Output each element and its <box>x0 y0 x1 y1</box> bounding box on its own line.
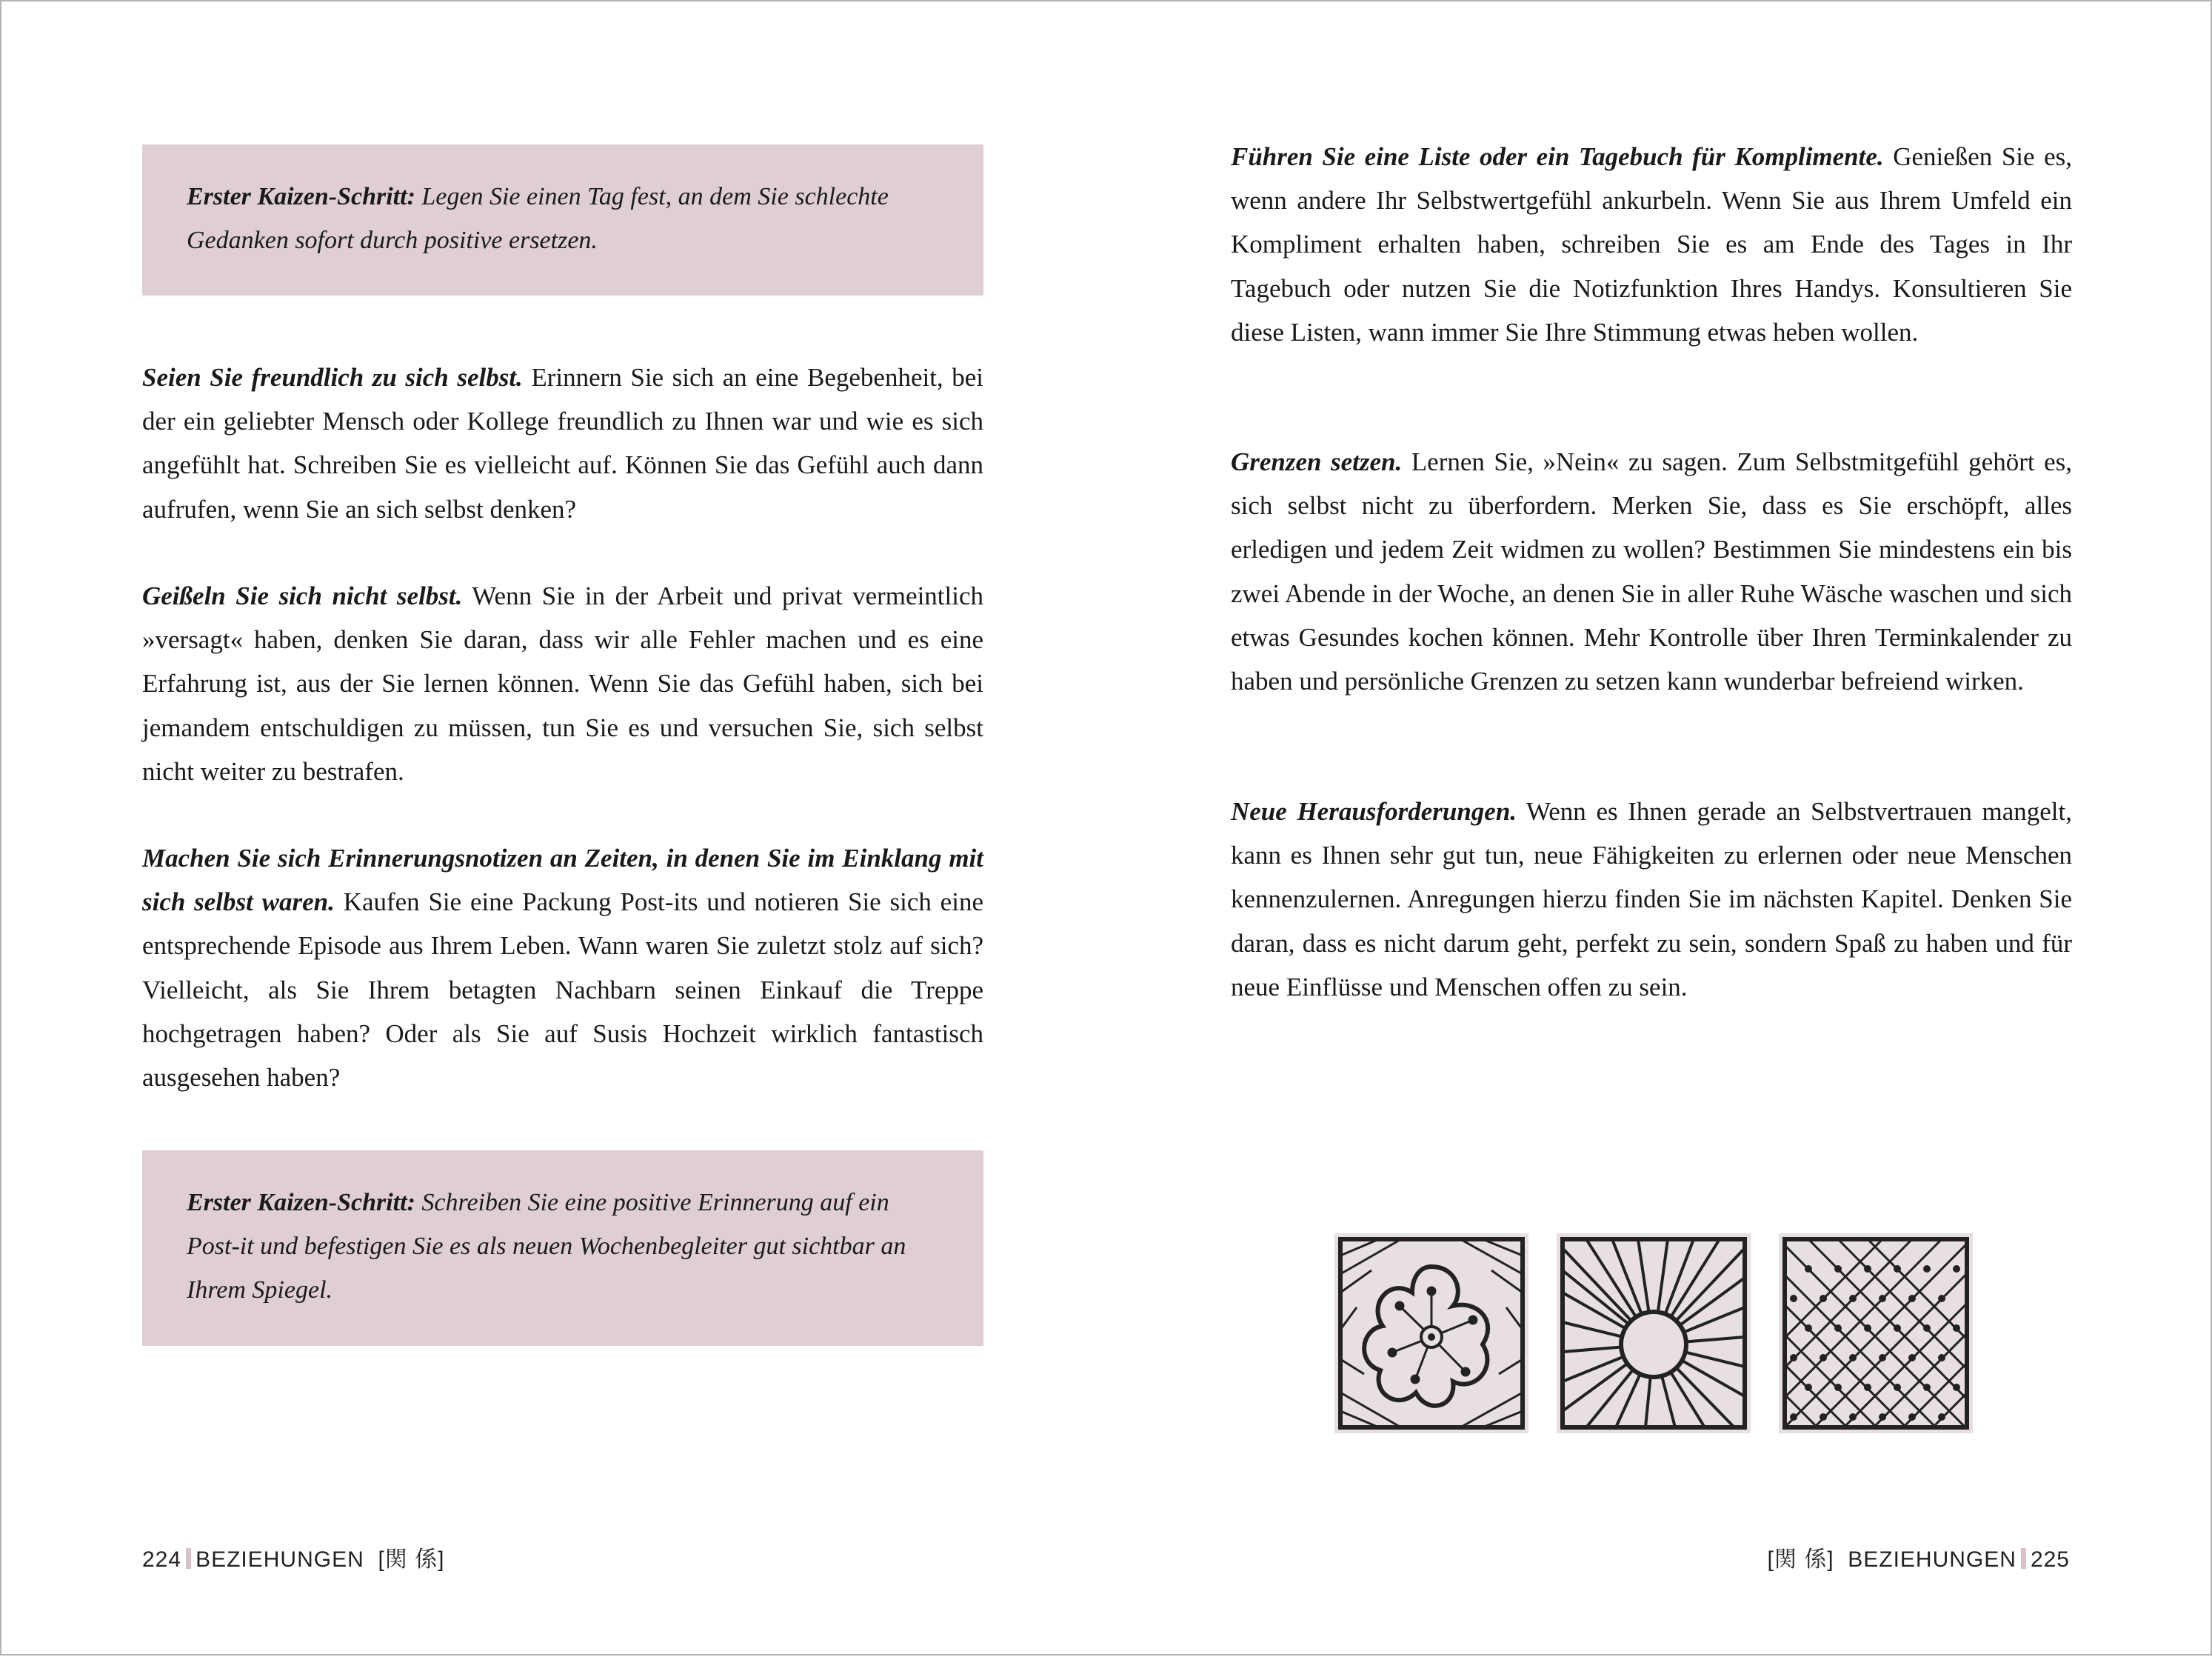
kaizen-text: Legen Sie einen Tag fest, an dem Sie schlechte Gedanken sofort durch positive ersetzen. <box>187 183 889 255</box>
paragraph-heading: Grenzen setzen. <box>1231 447 1403 476</box>
paragraph-heading: Führen Sie eine Liste oder ein Tagebuch für Komplimente. <box>1231 142 1884 171</box>
flower-tile-icon <box>1334 1233 1528 1433</box>
paragraph-freundlich <box>142 356 983 531</box>
sunburst-tile-icon <box>1557 1233 1751 1433</box>
kaizen-box-1 <box>142 144 983 296</box>
section-title: BEZIEHUNGEN <box>196 1547 364 1572</box>
paragraph-text: Lernen Sie, »Nein« zu sagen. Zum Selbstmitgefühl gehört es, sich selbst nicht zu überfordern. Merken Sie, dass es Sie erschöpft, alles erledigen und jedem Zeit widmen zu wollen? Bestimmen Sie mindestens ein bis zwei Abende in der Woche, an denen Sie in aller Ruhe Wäsche waschen und sich etwas Gesundes kochen können. Mehr Kontrolle über Ihren Terminkalender zu haben und persönliche Grenzen zu setzen kann wunderbar befreiend wirken. <box>1231 447 2072 696</box>
paragraph-text: Wenn Sie in der Arbeit und privat vermeintlich »versagt« haben, denken Sie daran, dass wir alle Fehler machen und es eine Erfahrung ist, aus der Sie lernen können. Wenn Sie das Gefühl haben, sich bei jemandem entschuldigen zu müssen, tun Sie es und versuchen Sie, sich selbst nicht weiter zu bestrafen. <box>142 581 983 786</box>
paragraph-geisseln <box>142 574 983 793</box>
paragraph-erinnerungsnotizen <box>142 836 983 1099</box>
footer-right <box>1768 1541 2070 1573</box>
section-title: BEZIEHUNGEN <box>1848 1547 2016 1572</box>
paragraph-herausforderungen <box>1231 790 2072 1009</box>
paragraph-heading: Machen Sie sich Erinnerungsnotizen an Zeiten, in denen Sie im Einklang mit sich selbst waren. <box>142 844 983 917</box>
paragraph-text: Genießen Sie es, wenn andere Ihr Selbstwertgefühl ankurbeln. Wenn Sie aus Ihrem Umfeld ein Kompliment erhalten haben, schreiben Sie es am Ende des Tages in Ihr Tagebuch oder nutzen Sie die Notizfunktion Ihres Handys. Konsultieren Sie diese Listen, wann immer Sie Ihre Stimmung etwas heben wollen. <box>1231 142 2073 347</box>
paragraph-text: Erinnern Sie sich an eine Begebenheit, bei der ein geliebter Mensch oder Kollege freundlich zu Ihnen war und wie es sich angefühlt hat. Schreiben Sie es vielleicht auf. Können Sie das Gefühl auch dann aufrufen, wenn Sie an sich selbst denken? <box>142 363 983 524</box>
kaizen-box-2 <box>142 1150 983 1346</box>
section-kanji: [関 係] <box>378 1547 445 1572</box>
paragraph-text: Wenn es Ihnen gerade an Selbstvertrauen mangelt, kann es Ihnen sehr gut tun, neue Fähigkeiten zu erlernen oder neue Menschen kennenzulernen. Anregungen hierzu finden Sie im nächsten Kapitel. Denken Sie daran, dass es nicht darum geht, perfekt zu sein, sondern Spaß zu haben und für neue Einflüsse und Menschen offen zu sein. <box>1231 797 2072 1001</box>
footer-divider <box>2021 1548 2026 1569</box>
paragraph-grenzen <box>1231 440 2072 703</box>
section-kanji: [関 係] <box>1767 1547 1834 1572</box>
kaizen-label: Erster Kaizen-Schritt: <box>187 1189 415 1216</box>
decorative-tiles <box>1334 1233 2001 1433</box>
page-number: 225 <box>2030 1547 2070 1572</box>
paragraph-heading: Seien Sie freundlich zu sich selbst. <box>142 363 523 392</box>
lattice-tile-icon <box>1779 1233 1973 1433</box>
page-number: 224 <box>142 1547 182 1572</box>
paragraph-heading: Geißeln Sie sich nicht selbst. <box>142 581 463 610</box>
paragraph-heading: Neue Herausforderungen. <box>1231 797 1517 826</box>
kaizen-label: Erster Kaizen-Schritt: <box>187 183 415 210</box>
paragraph-text: Kaufen Sie eine Packung Post-its und notieren Sie sich eine entsprechende Episode aus Ihrem Leben. Wann waren Sie zuletzt stolz auf sich? Vielleicht, als Sie Ihrem betagten Nachbarn seinen Einkauf die Treppe hochgetragen haben? Oder als Sie auf Susis Hochzeit wirklich fantastisch ausgesehen haben? <box>142 887 983 1093</box>
kaizen-text: Schreiben Sie eine positive Erinnerung auf ein Post-it und befestigen Sie es als neuen Wochenbegleiter gut sichtbar an Ihrem Spiegel. <box>187 1189 906 1304</box>
left-page <box>142 1 983 1657</box>
paragraph-komplimente <box>1231 135 2072 354</box>
footer-left <box>142 1541 444 1573</box>
footer-divider <box>186 1548 191 1569</box>
